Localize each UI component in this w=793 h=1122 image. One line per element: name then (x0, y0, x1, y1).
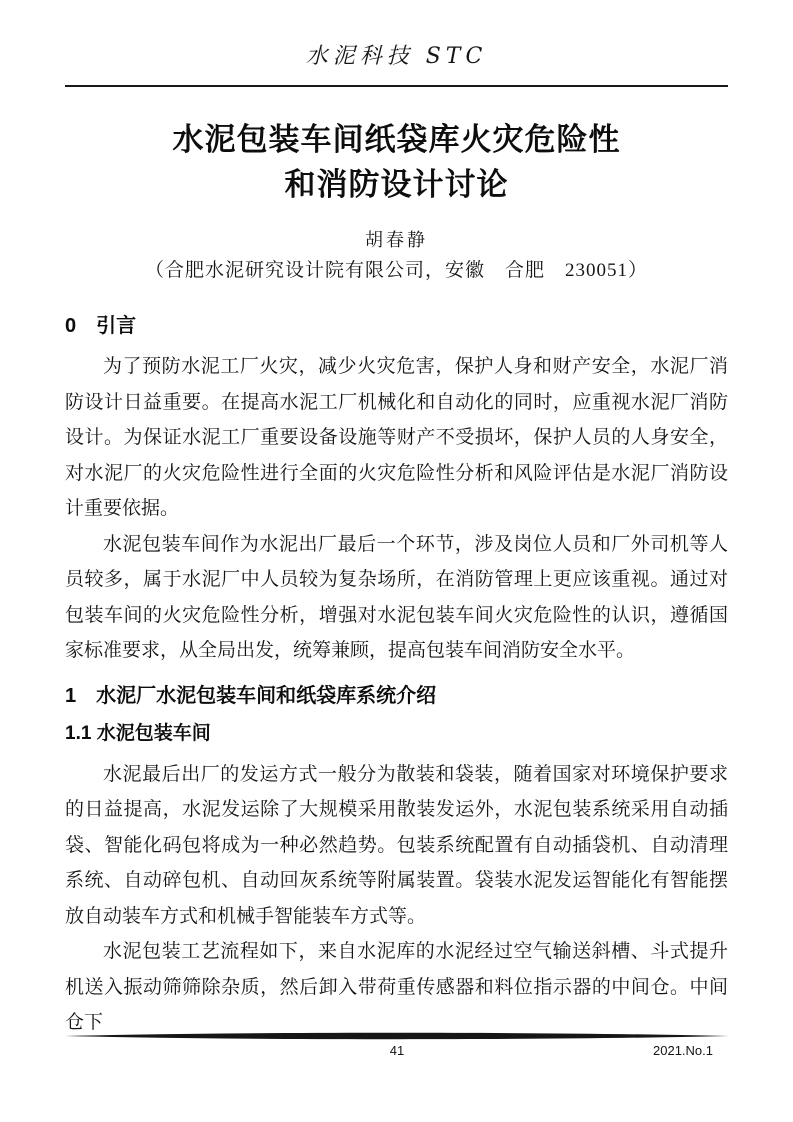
section-heading-introduction: 0 引言 (65, 315, 137, 337)
page-footer (65, 1032, 729, 1060)
footer-issue-label: 2021.No.1 (653, 1043, 713, 1058)
article-title-line-2: 和消防设计讨论 (284, 167, 509, 202)
journal-header-title: 水泥科技 STC (305, 44, 488, 69)
packaging-paragraph-1: 水泥最后出厂的发运方式一般分为散装和袋装，随着国家对环境保护要求的日益提高，水泥发运除了大规模采用散装发运外，水泥包装系统采用自动插袋、智能化码包将成为一种必然趋势。包装系统配置有自动插袋机、自动清理系统、自动碎包机、自动回灰系统等附属装置。袋装水泥发运智能化有智能摆放自动装车方式和机械手智能装车方式等。 (65, 763, 728, 927)
footer-page-number: 41 (389, 1043, 405, 1058)
packaging-paragraph-2: 水泥包装工艺流程如下，来自水泥库的水泥经过空气输送斜槽、斗式提升机送入振动筛筛除杂质，然后卸入带荷重传感器和料位指示器的中间仓。中间仓下 (65, 941, 728, 1033)
footer-tapered-rule (65, 1032, 729, 1040)
article-title (65, 117, 728, 207)
section-heading-system-intro: 1 水泥厂水泥包装车间和纸袋库系统介绍 (65, 684, 437, 707)
intro-paragraph-1: 为了预防水泥工厂火灾，减少火灾危害，保护人身和财产安全，水泥厂消防设计日益重要。在提高水泥工厂机械化和自动化的同时，应重视水泥厂消防设计。为保证水泥工厂重要设备设施等财产不受损坏，保护人员的人身安全，对水泥厂的火灾危险性进行全面的火灾危险性分析和风险评估是水泥厂消防设计重要依据。 (65, 356, 728, 519)
article-title-line-1: 水泥包装车间纸袋库火灾危险性 (172, 122, 621, 157)
intro-paragraph-2: 水泥包装车间作为水泥出厂最后一个环节，涉及岗位人员和厂外司机等人员较多，属于水泥厂中人员较为复杂场所，在消防管理上更应该重视。通过对包装车间的火灾危险性分析，增强对水泥包装车间火灾危险性的认识，遵循国家标准要求，从全局出发，统筹兼顾，提高包装车间消防安全水平。 (65, 533, 728, 661)
author-name: 胡春静 (365, 230, 428, 250)
subsection-heading-packaging-workshop: 1.1 水泥包装车间 (65, 722, 211, 744)
header-divider-rule (65, 85, 728, 87)
footer-text-row (65, 1042, 729, 1060)
author-affiliation: （合肥水泥研究设计院有限公司，安徽 合肥 230051） (144, 260, 648, 281)
